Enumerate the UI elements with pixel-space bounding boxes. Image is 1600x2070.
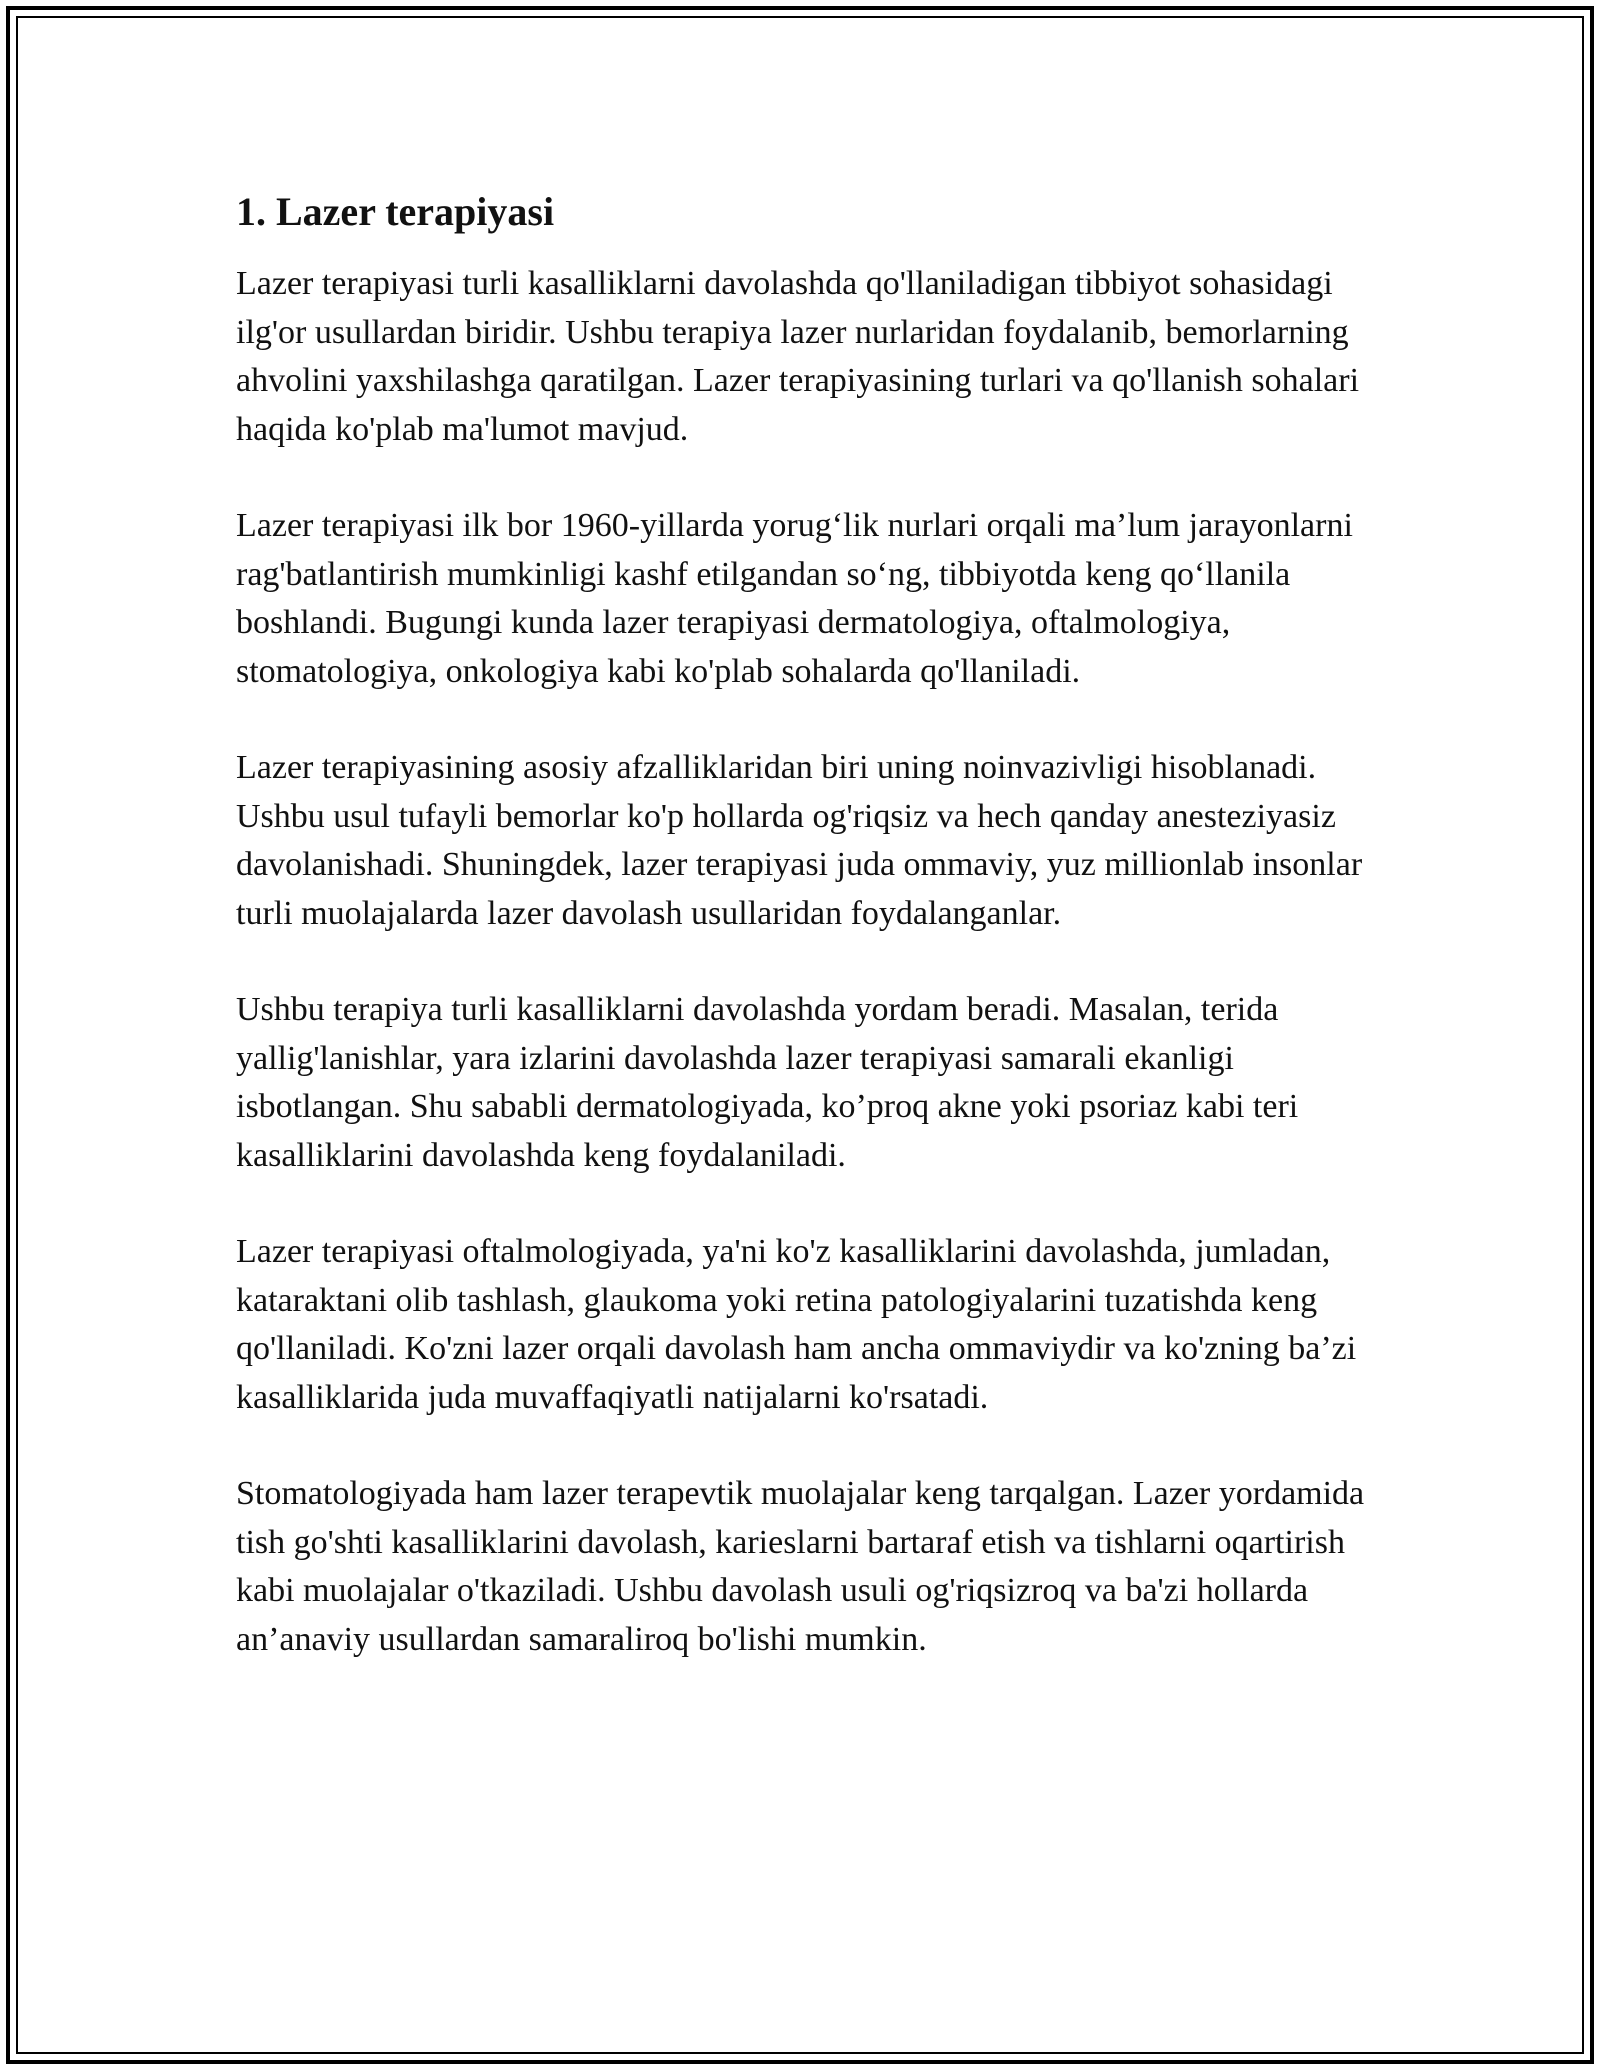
paragraph-ophthalmology: Lazer terapiyasi oftalmologiyada, ya'ni ko'z kasalliklarini davolashda, jumladan, kataraktani olib tashlash, glaukoma yoki retina patologiyalarini tuzatishda keng qo'llaniladi. Ko'zni lazer orqali davolash ham ancha ommaviydir va ko'zning ba’zi kasalliklarida juda muvaffaqiyatli natijalarni ko'rsatadi. <box>236 1233 1357 1416</box>
paragraph-history: Lazer terapiyasi ilk bor 1960-yillarda yorug‘lik nurlari orqali ma’lum jarayonlarni rag'batlantirish mumkinligi kashf etilgandan so‘ng, tibbiyotda keng qo‘llanila boshlandi. Bugungi kunda lazer terapiyasi dermatologiya, oftalmologiya, stomatologiya, onkologiya kabi ko'plab sohalarda qo'llaniladi. <box>236 507 1353 690</box>
paragraph-advantages: Lazer terapiyasining asosiy afzalliklaridan biri uning noinvazivligi hisoblanadi. Ushbu usul tufayli bemorlar ko'p hollarda og'riqsiz va hech qanday anesteziyasiz davolanishadi. Shuningdek, lazer terapiyasi juda ommaviy, yuz millionlab insonlar turli muolajalarda lazer davolash usullaridan foydalanganlar. <box>236 749 1363 932</box>
section-heading: 1. Lazer terapiyasi <box>236 189 555 234</box>
paragraph-dermatology: Ushbu terapiya turli kasalliklarni davolashda yordam beradi. Masalan, terida yallig'lanishlar, yara izlarini davolashda lazer terapiyasi samarali ekanligi isbotlangan. Shu sababli dermatologiyada, ko’proq akne yoki psoriaz kabi teri kasalliklarini davolashda keng foydalaniladi. <box>236 991 1299 1174</box>
paragraph-stomatology: Stomatologiyada ham lazer terapevtik muolajalar keng tarqalgan. Lazer yordamida tish go'shti kasalliklarini davolash, karieslarni bartaraf etish va tishlarni oqartirish kabi muolajalar o'tkaziladi. Ushbu davolash usuli og'riqsizroq va ba'zi hollarda an’anaviy usullardan samaraliroq bo'lishi mumkin. <box>236 1475 1365 1658</box>
paragraph-intro: Lazer terapiyasi turli kasalliklarni davolashda qo'llaniladigan tibbiyot sohasidagi ilg'or usullardan biridir. Ushbu terapiya lazer nurlaridan foydalanib, bemorlarning ahvolini yaxshilashga qaratilgan. Lazer terapiyasining turlari va qo'llanish sohalari haqida ko'plab ma'lumot mavjud. <box>236 265 1360 448</box>
document-body <box>236 186 1366 1712</box>
